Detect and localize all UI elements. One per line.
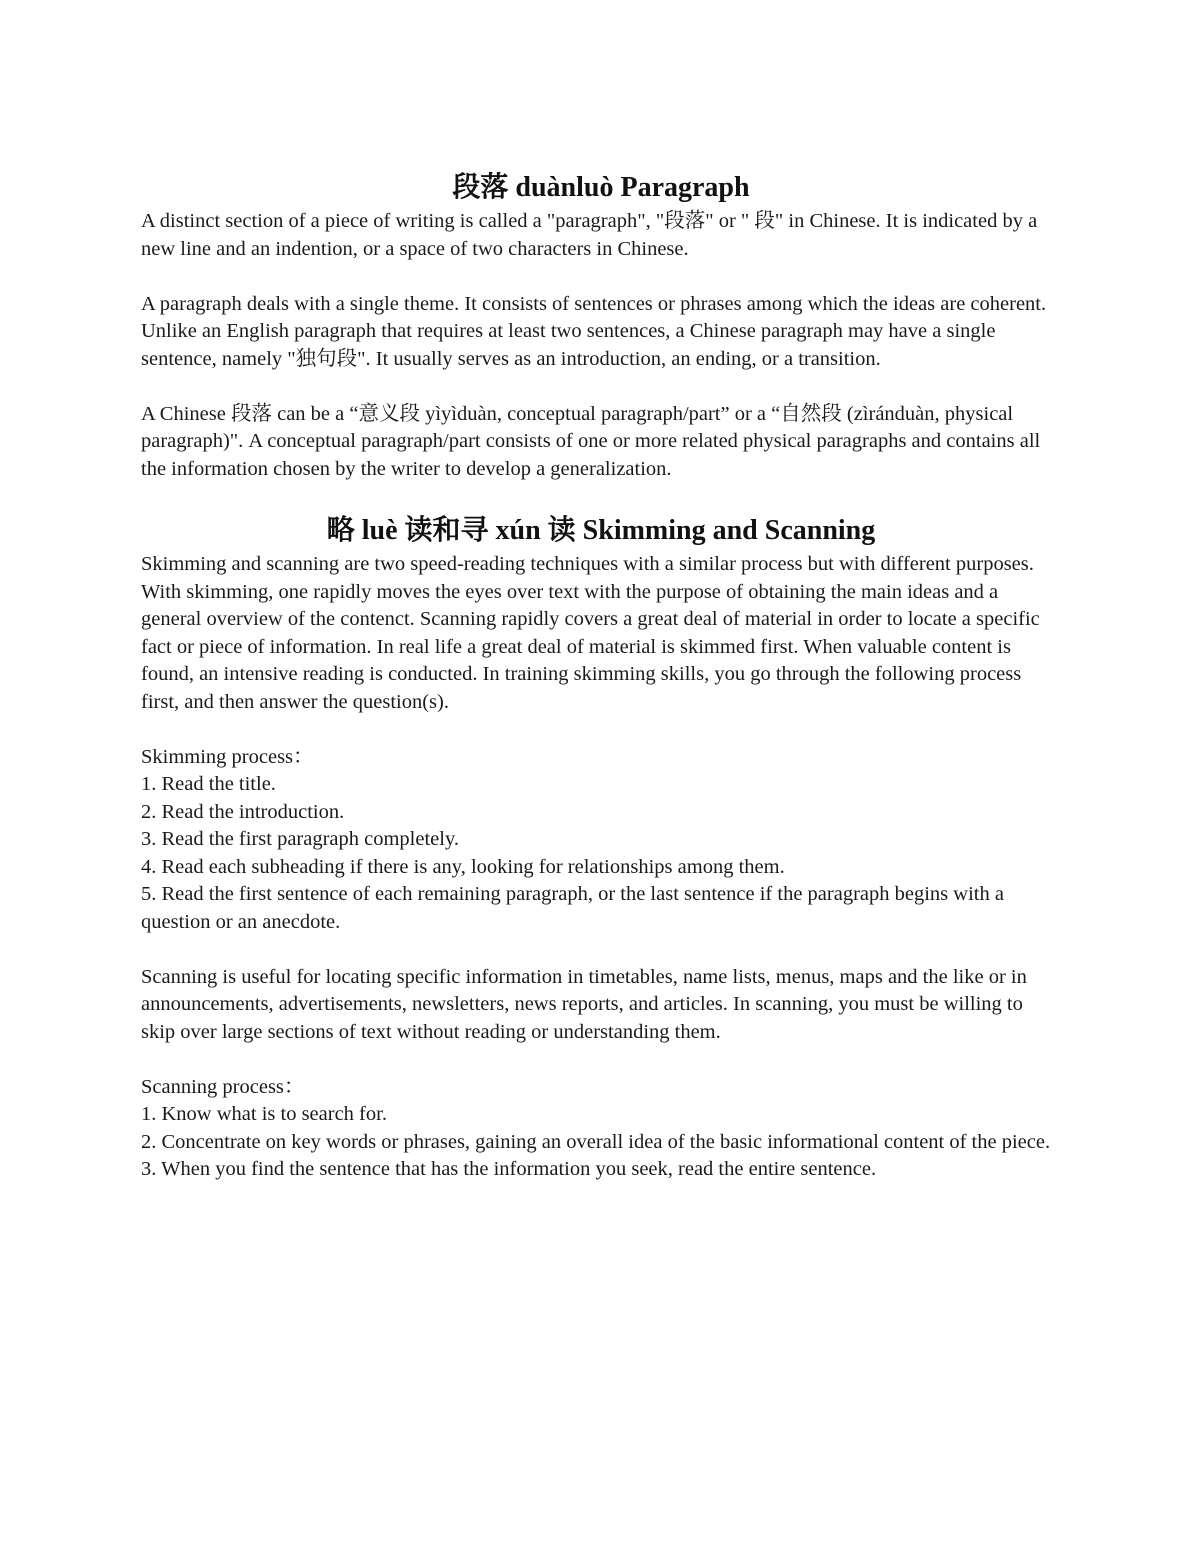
list-item: 3. When you find the sentence that has the information you seek, read the entire sentence.: [141, 1158, 877, 1180]
spacer: [141, 936, 1061, 964]
spacer: [141, 1046, 1061, 1074]
spacer: [141, 263, 1061, 291]
scanning-intro: Scanning is useful for locating specific information in timetables, name lists, menus, maps and the like or in announcements, advertisements, newsletters, news reports, and articles. In scanning, you must be willing to skip over large sections of text without reading or understanding them.: [141, 965, 1027, 1043]
skimming-scanning-intro: Skimming and scanning are two speed-reading techniques with a similar process but with different purposes. With skimming, one rapidly moves the eyes over text with the purpose of obtaining the main ideas and a general overview of the contenct. Scanning rapidly covers a great deal of material in order to locate a specific fact or piece of information. In real life a great deal of material is skimmed first. When valuable content is found, an intensive reading is conducted. In training skimming skills, you go through the following process first, and then answer the question(s).: [141, 553, 1040, 713]
skimming-steps-list: [141, 771, 1061, 936]
paragraph-types: A Chinese 段落 can be a “意义段 yìyìduàn, conceptual paragraph/part” or a “自然段 (zìránduàn, physical paragraph)". A conceptual paragraph/part consists of one or more related physical paragraphs and contains all the information chosen by the writer to develop a generalization.: [141, 402, 1041, 480]
list-item: 1. Read the title.: [141, 773, 276, 795]
list-item: 5. Read the first sentence of each remaining paragraph, or the last sentence if the paragraph begins with a question or an anecdote.: [141, 883, 1004, 933]
skimming-process-title: Skimming process：: [141, 745, 314, 768]
section-heading-paragraph: 段落 duànluò Paragraph: [452, 172, 750, 203]
list-item: 4. Read each subheading if there is any, looking for relationships among them.: [141, 855, 785, 878]
spacer: [141, 373, 1061, 401]
paragraph-definition: A distinct section of a piece of writing is called a "paragraph", "段落" or " 段" in Chinese. It is indicated by a new line and an indention, or a space of two characters in Chinese.: [141, 210, 1038, 260]
list-item: 3. Read the first paragraph completely.: [141, 828, 460, 850]
paragraph-theme: A paragraph deals with a single theme. It consists of sentences or phrases among which the ideas are coherent. Unlike an English paragraph that requires at least two sentences, a Chinese paragraph may have a single sentence, namely "独句段". It usually serves as an introduction, an ending, or a transition.: [141, 292, 1047, 370]
scanning-process-title: Scanning process：: [141, 1075, 305, 1098]
document-page: [141, 168, 1061, 1184]
list-item: 2. Concentrate on key words or phrases, gaining an overall idea of the basic informational content of the piece.: [141, 1130, 1051, 1153]
list-item: 2. Read the introduction.: [141, 800, 345, 823]
section-heading-skimming-scanning: 略 luè 读和寻 xún 读 Skimming and Scanning: [326, 515, 876, 546]
scanning-steps-list: [141, 1101, 1061, 1184]
spacer: [141, 716, 1061, 744]
list-item: 1. Know what is to search for.: [141, 1103, 387, 1125]
